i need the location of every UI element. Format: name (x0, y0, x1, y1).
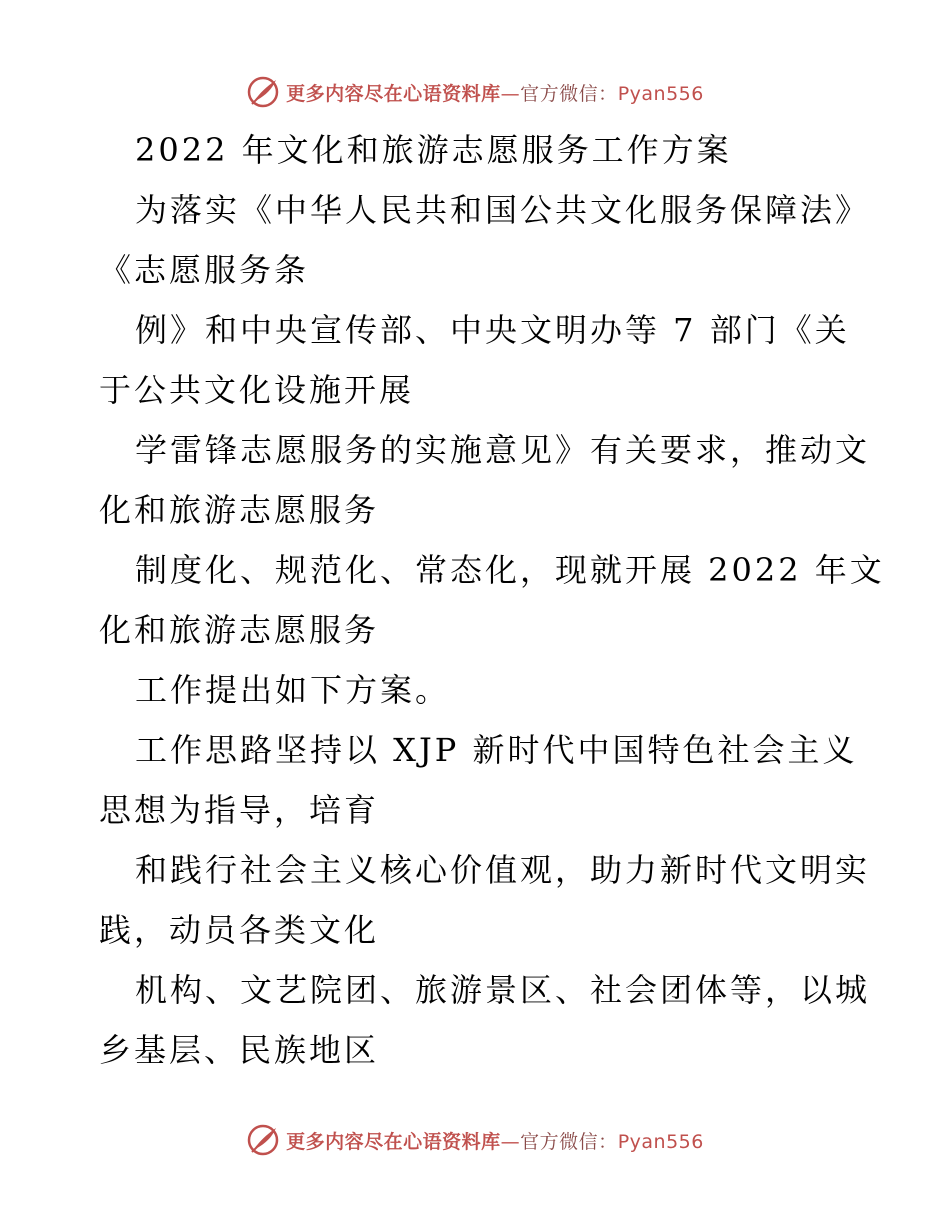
document-text-line: 乡基层、民族地区 (99, 1031, 380, 1069)
header-watermark (0, 72, 950, 112)
document-text-line: 思想为指导，培育 (99, 791, 380, 829)
document-body (99, 120, 885, 1080)
footer-watermark (0, 1120, 950, 1160)
document-text-line: 化和旅游志愿服务 (99, 611, 380, 649)
document-title: 2022 年文化和旅游志愿服务工作方案 (135, 131, 732, 169)
document-text-line: 为落实《中华人民共和国公共文化服务保障法》 (135, 191, 871, 229)
document-text-line: 《志愿服务条 (99, 251, 310, 289)
document-text-line: 工作思路坚持以 XJP 新时代中国特色社会主义 (135, 731, 858, 769)
quill-logo-icon (246, 1123, 280, 1157)
document-text-line: 于公共文化设施开展 (99, 371, 415, 409)
document-text-line: 和践行社会主义核心价值观，助力新时代文明实 (135, 851, 871, 889)
quill-logo-icon (246, 75, 280, 109)
document-text-line: 机构、文艺院团、旅游景区、社会团体等，以城 (135, 971, 871, 1009)
watermark-text: 更多内容尽在心语资料库—官方微信：Pyan556 (286, 1130, 704, 1153)
document-text-line: 践，动员各类文化 (99, 911, 380, 949)
document-text-line: 工作提出如下方案。 (135, 671, 451, 709)
document-text-line: 制度化、规范化、常态化，现就开展 2022 年文 (135, 551, 885, 589)
document-text-line: 学雷锋志愿服务的实施意见》有关要求，推动文 (135, 431, 871, 469)
watermark-text: 更多内容尽在心语资料库—官方微信：Pyan556 (286, 82, 704, 105)
document-text-line: 例》和中央宣传部、中央文明办等 7 部门《关 (135, 311, 850, 349)
document-text-line: 化和旅游志愿服务 (99, 491, 380, 529)
